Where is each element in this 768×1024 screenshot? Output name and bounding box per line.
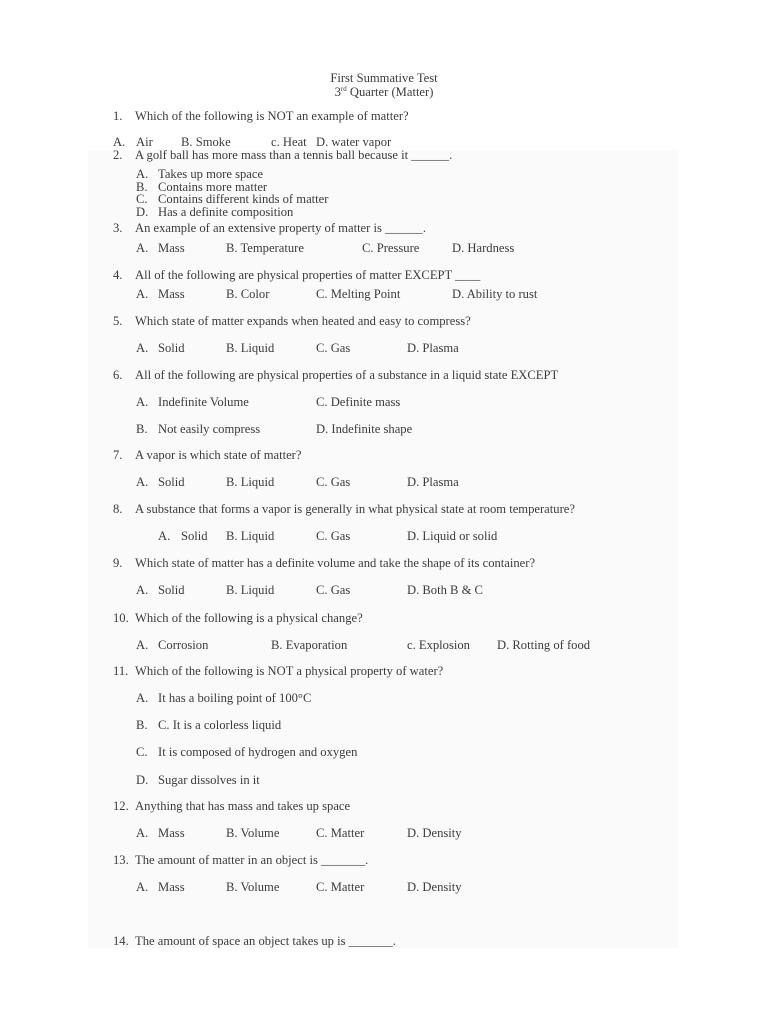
- option-text: Not easily compress: [158, 422, 261, 436]
- question-number: 9.: [113, 556, 123, 570]
- question-number: 3.: [113, 221, 123, 235]
- option-b: B. Volume: [226, 826, 280, 840]
- option-c: C. Melting Point: [316, 287, 401, 301]
- question-text: Which state of matter expands when heated and easy to compress?: [135, 314, 471, 328]
- option-letter: A.: [136, 583, 149, 597]
- question-text: The amount of space an object takes up is _______.: [135, 934, 396, 948]
- option-letter: B.: [136, 422, 148, 436]
- option-b: B. Liquid: [226, 583, 275, 597]
- option-letter: A.: [113, 135, 126, 149]
- option-text: Corrosion: [158, 638, 209, 652]
- test-title: First Summative Test: [330, 71, 438, 85]
- question-number: 7.: [113, 448, 123, 462]
- option-text: Takes up more space: [158, 167, 264, 181]
- option-b: B. Liquid: [226, 341, 275, 355]
- option-letter: A.: [136, 880, 149, 894]
- question-text: Which of the following is a physical change?: [135, 611, 363, 625]
- option-text: Contains different kinds of matter: [158, 192, 329, 206]
- option-text: Sugar dissolves in it: [158, 773, 260, 787]
- option-letter: A.: [136, 167, 149, 181]
- option-text: Indefinite Volume: [158, 395, 249, 409]
- option-text: It has a boiling point of 100°C: [158, 691, 312, 705]
- option-d: D. Hardness: [452, 241, 515, 255]
- option-b: B. Volume: [226, 880, 280, 894]
- option-text: Contains more matter: [158, 180, 268, 194]
- option-d: D. Indefinite shape: [316, 422, 413, 436]
- question-number: 6.: [113, 368, 123, 382]
- option-letter: A.: [136, 341, 149, 355]
- option-text: Mass: [158, 826, 185, 840]
- question-number: 11.: [113, 664, 129, 678]
- option-c: C. Gas: [316, 529, 351, 543]
- question-number: 2.: [113, 148, 123, 162]
- option-letter: A.: [136, 241, 149, 255]
- question-number: 14.: [113, 934, 129, 948]
- subtitle-text: Quarter (Matter): [346, 85, 434, 99]
- option-letter: C.: [136, 745, 148, 759]
- question-number: 4.: [113, 268, 123, 282]
- question-text: Which of the following is NOT a physical property of water?: [135, 664, 444, 678]
- option-letter: A.: [158, 529, 171, 543]
- question-text: A substance that forms a vapor is generally in what physical state at room temperature?: [135, 502, 575, 516]
- test-subtitle: [0, 86, 768, 99]
- question-number: 5.: [113, 314, 123, 328]
- option-d: D. Plasma: [407, 475, 459, 489]
- option-letter: D.: [136, 205, 149, 219]
- option-text: Solid: [158, 475, 185, 489]
- option-letter: B.: [136, 718, 148, 732]
- option-text: Solid: [158, 341, 185, 355]
- option-text: It is composed of hydrogen and oxygen: [158, 745, 358, 759]
- option-letter: A.: [136, 638, 149, 652]
- option-text: Has a definite composition: [158, 205, 294, 219]
- option-b: B. Liquid: [226, 529, 275, 543]
- option-d: D. Plasma: [407, 341, 459, 355]
- option-text: Mass: [158, 241, 185, 255]
- question-text: An example of an extensive property of matter is ______.: [135, 221, 426, 235]
- question-number: 8.: [113, 502, 123, 516]
- option-text: Mass: [158, 287, 185, 301]
- option-d: D. Both B & C: [407, 583, 483, 597]
- question-text: All of the following are physical properties of matter EXCEPT ____: [135, 268, 481, 282]
- option-text: Solid: [158, 583, 185, 597]
- question-text: All of the following are physical properties of a substance in a liquid state EXCEPT: [135, 368, 559, 382]
- subtitle-ordinal: rd: [340, 85, 347, 93]
- question-text: The amount of matter in an object is _______.: [135, 853, 369, 867]
- option-d: D. water vapor: [316, 135, 392, 149]
- option-d: D. Ability to rust: [452, 287, 538, 301]
- option-b: B. Color: [226, 287, 270, 301]
- option-c: C. Gas: [316, 341, 351, 355]
- option-b: B. Liquid: [226, 475, 275, 489]
- option-letter: C.: [136, 192, 148, 206]
- option-letter: A.: [136, 395, 149, 409]
- option-text: Air: [136, 135, 153, 149]
- option-d: D. Density: [407, 880, 462, 894]
- option-c: c. Explosion: [407, 638, 470, 652]
- option-text: Solid: [181, 529, 208, 543]
- question-number: 1.: [113, 109, 123, 123]
- option-b: B. Evaporation: [271, 638, 348, 652]
- option-d: D. Liquid or solid: [407, 529, 498, 543]
- option-c: C. Matter: [316, 880, 365, 894]
- question-text: Which of the following is NOT an example of matter?: [135, 109, 409, 123]
- option-d: D. Rotting of food: [497, 638, 591, 652]
- option-letter: D.: [136, 773, 149, 787]
- option-c: C. Pressure: [362, 241, 420, 255]
- question-number: 10.: [113, 611, 129, 625]
- question-text: A vapor is which state of matter?: [135, 448, 302, 462]
- option-letter: B.: [136, 180, 148, 194]
- option-c: C. Gas: [316, 583, 351, 597]
- question-text: Anything that has mass and takes up space: [135, 799, 351, 813]
- option-b: B. Smoke: [181, 135, 231, 149]
- option-letter: A.: [136, 826, 149, 840]
- option-letter: A.: [136, 691, 149, 705]
- option-c: C. Definite mass: [316, 395, 401, 409]
- option-c: C. Matter: [316, 826, 365, 840]
- option-b: B. Temperature: [226, 241, 304, 255]
- option-letter: A.: [136, 287, 149, 301]
- option-text: C. It is a colorless liquid: [158, 718, 282, 732]
- question-number: 13.: [113, 853, 129, 867]
- question-number: 12.: [113, 799, 129, 813]
- option-d: D. Density: [407, 826, 462, 840]
- option-letter: A.: [136, 475, 149, 489]
- option-c: C. Gas: [316, 475, 351, 489]
- subtitle-number: 3: [334, 85, 341, 99]
- option-c: c. Heat: [271, 135, 307, 149]
- option-text: Mass: [158, 880, 185, 894]
- question-text: A golf ball has more mass than a tennis ball because it ______.: [135, 148, 453, 162]
- question-text: Which state of matter has a definite volume and take the shape of its container?: [135, 556, 536, 570]
